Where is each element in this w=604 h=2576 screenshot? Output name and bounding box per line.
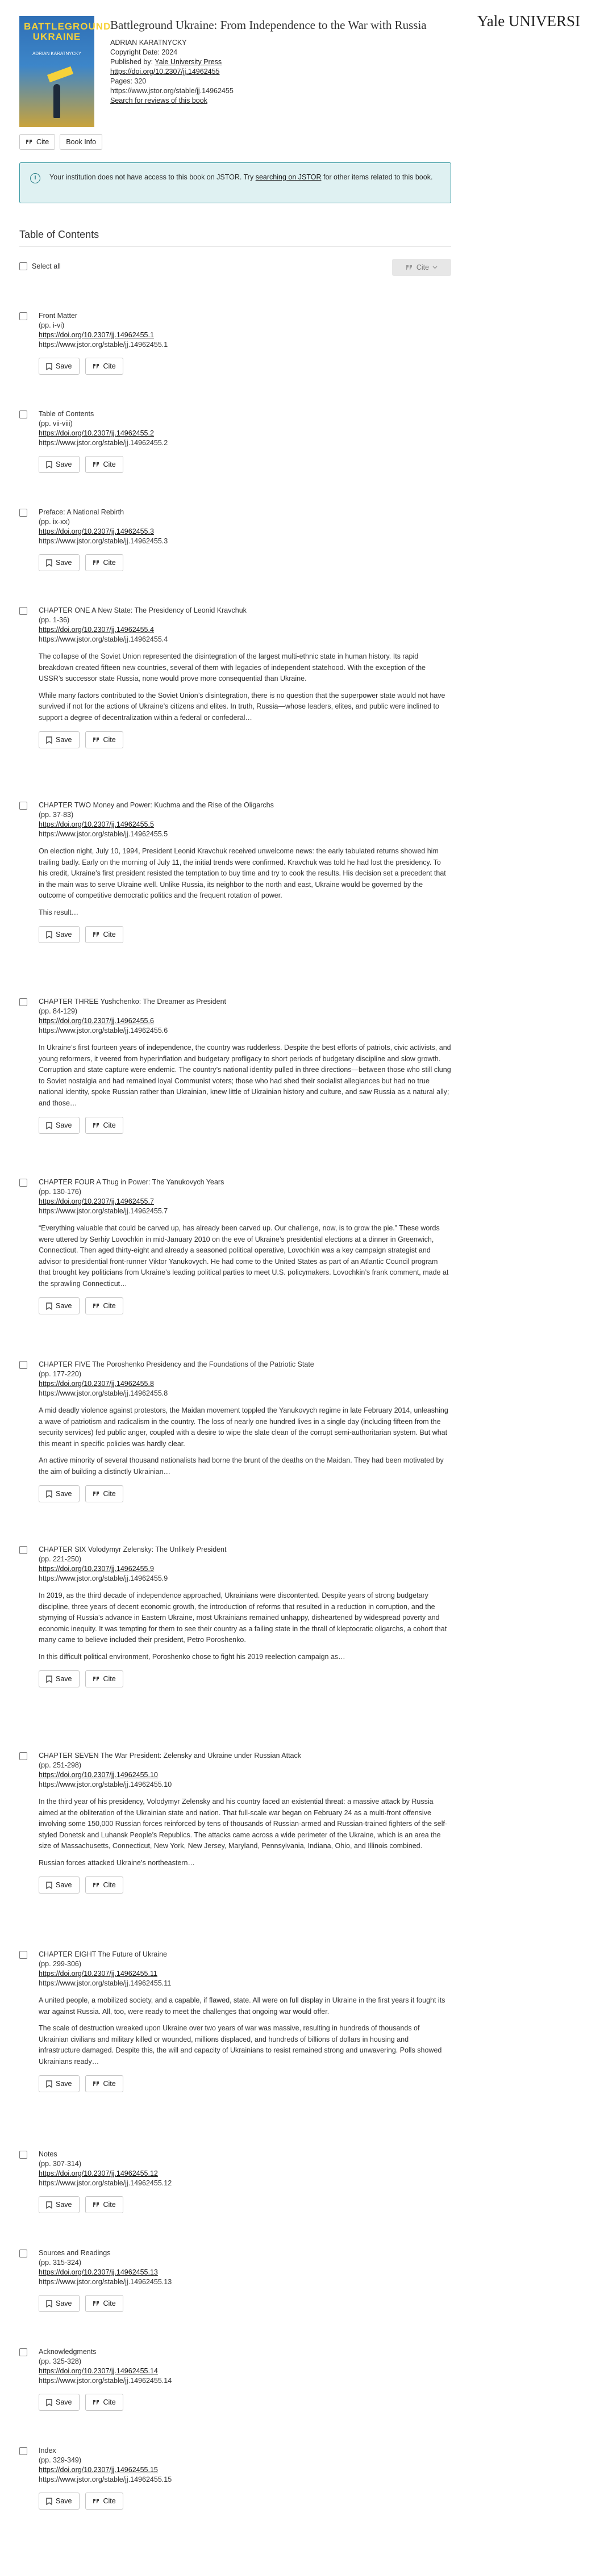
cite-label: Cite bbox=[103, 2497, 116, 2505]
save-button[interactable] bbox=[39, 731, 80, 748]
cite-label: Cite bbox=[103, 2299, 116, 2307]
toc-heading: Table of Contents bbox=[19, 229, 99, 240]
cite-icon bbox=[406, 265, 413, 271]
bookmark-icon bbox=[46, 1676, 52, 1683]
cite-button[interactable] bbox=[85, 1117, 123, 1134]
entry-stable-url: https://www.jstor.org/stable/jj.14962455.15 bbox=[39, 2476, 172, 2483]
chapter-abstract bbox=[39, 846, 451, 918]
publisher-line bbox=[110, 57, 463, 67]
cite-label: Cite bbox=[103, 1881, 116, 1889]
cite-icon bbox=[93, 1882, 100, 1888]
book-doi-link[interactable]: https://doi.org/10.2307/jj.14962455 bbox=[110, 68, 220, 76]
toc-entry bbox=[19, 2150, 451, 2213]
publisher-label: Published by: bbox=[110, 58, 155, 66]
entry-doi-link[interactable]: https://doi.org/10.2307/jj.14962455.2 bbox=[39, 429, 154, 437]
entry-checkbox[interactable] bbox=[19, 411, 27, 418]
entry-actions bbox=[39, 1670, 451, 1687]
save-label: Save bbox=[56, 1302, 72, 1310]
cite-icon bbox=[93, 2202, 100, 2208]
entry-title[interactable]: Preface: A National Rebirth bbox=[39, 508, 124, 516]
save-button[interactable] bbox=[39, 1485, 80, 1502]
save-label: Save bbox=[56, 736, 72, 744]
book-actions bbox=[19, 134, 102, 150]
cite-button[interactable] bbox=[85, 1876, 123, 1894]
entry-doi-link[interactable]: https://doi.org/10.2307/jj.14962455.3 bbox=[39, 527, 154, 535]
entry-doi-link[interactable]: https://doi.org/10.2307/jj.14962455.7 bbox=[39, 1197, 154, 1205]
abstract-paragraph: “Everything valuable that could be carved up, has already been carved up. Our challenge, now, is to grow the pie.” These words were uttered by Serhiy Lovochkin in mid-January 2010 on the eve of Ukraine’s presidential elections at a dinner in Greenwich, Connecticut. Then aged thirty-eight and already a seasoned political operative, Lovochkin was a key campaign strategist and advisor to presidential front-runner Viktor Yanukovych. He had come to the United States as part of an Atlantic Council program that brought key politicians from Ukraine’s leading political parties to meet U.S. policymakers. Lovochkin’s frank comment, made at the sprawling Connecticut… bbox=[39, 1224, 449, 1288]
cite-button[interactable] bbox=[85, 731, 123, 748]
chapter-abstract bbox=[39, 651, 451, 723]
entry-actions bbox=[39, 2394, 451, 2411]
cite-label: Cite bbox=[103, 1121, 116, 1129]
entry-checkbox[interactable] bbox=[19, 2250, 27, 2257]
book-title: Battleground Ukraine: From Independence to the War with Russia bbox=[110, 18, 427, 32]
notice-text-a: Your institution does not have access to this book on JSTOR. Try bbox=[49, 173, 256, 181]
entry-stable-url: https://www.jstor.org/stable/jj.14962455.13 bbox=[39, 2278, 172, 2286]
entry-actions bbox=[39, 554, 451, 571]
book-info-label: Book Info bbox=[66, 138, 97, 146]
entry-checkbox[interactable] bbox=[19, 2447, 27, 2455]
entry-checkbox[interactable] bbox=[19, 1752, 27, 1760]
abstract-paragraph: This result… bbox=[39, 908, 79, 916]
cover-title: BATTLEGROUND UKRAINE bbox=[24, 21, 111, 42]
entry-checkbox[interactable] bbox=[19, 1546, 27, 1554]
cite-label: Cite bbox=[103, 2080, 116, 2088]
cite-button[interactable] bbox=[85, 2075, 123, 2092]
cite-button[interactable] bbox=[85, 2394, 123, 2411]
entry-actions bbox=[39, 1117, 451, 1134]
toc-entry bbox=[19, 606, 451, 748]
abstract-paragraph: In Ukraine’s first fourteen years of independence, the country was rudderless. Despite the best efforts of patriots, civic activists, and young reformers, it veered from hyperinflation and budgetary profligacy to short periods of budgetary discipline and slow growth. Corruption and state capture were endemic. The country’s national identity pulled in three directions—between those who still clung to Soviet nostalgia and had remained loyal Communist voters; those who had shed their socialist allegiances but had no true national identity, spoke Russian rather than Ukrainian, knew little of Ukrainian history and culture, and saw Russia as a natural ally; and those… bbox=[39, 1044, 451, 1107]
entry-stable-url: https://www.jstor.org/stable/jj.14962455.6 bbox=[39, 1027, 168, 1034]
cite-label: Cite bbox=[103, 736, 116, 744]
toc-entry bbox=[19, 1178, 451, 1314]
bookmark-icon bbox=[46, 461, 52, 468]
entry-stable-url: https://www.jstor.org/stable/jj.14962455.4 bbox=[39, 635, 168, 643]
save-label: Save bbox=[56, 2497, 72, 2505]
cite-icon bbox=[93, 1122, 100, 1129]
entry-title[interactable]: CHAPTER FIVE The Poroshenko Presidency and the Foundations of the Patriotic State bbox=[39, 1360, 314, 1368]
yale-logo[interactable]: Yale UNIVERSI bbox=[477, 12, 581, 30]
toc-entry bbox=[19, 1545, 451, 1687]
entry-checkbox[interactable] bbox=[19, 2151, 27, 2159]
toc-entry bbox=[19, 997, 451, 1134]
entry-actions bbox=[39, 2075, 451, 2092]
entry-doi-link[interactable]: https://doi.org/10.2307/jj.14962455.1 bbox=[39, 331, 154, 339]
save-button[interactable] bbox=[39, 456, 80, 473]
save-label: Save bbox=[56, 931, 72, 939]
cite-book-button[interactable] bbox=[19, 134, 55, 150]
entry-doi-link[interactable]: https://doi.org/10.2307/jj.14962455.6 bbox=[39, 1017, 154, 1025]
save-button[interactable] bbox=[39, 358, 80, 375]
book-stable-url: https://www.jstor.org/stable/jj.14962455 bbox=[110, 87, 234, 95]
toc-entry bbox=[19, 801, 451, 943]
entry-checkbox[interactable] bbox=[19, 998, 27, 1006]
toc-entry bbox=[19, 1751, 451, 1894]
entry-doi-link[interactable]: https://doi.org/10.2307/jj.14962455.8 bbox=[39, 1380, 154, 1388]
toc-entry bbox=[19, 2347, 451, 2411]
book-meta bbox=[110, 18, 463, 106]
abstract-paragraph: While many factors contributed to the Soviet Union’s disintegration, there is no question that the superpower state would not have survived if not for the actions of Ukraine’s citizens and elites. In truth, Russia—whose leaders, elites, and public were inclined to support a degree of decentralization within a federal or confederal… bbox=[39, 691, 445, 722]
bookmark-icon bbox=[46, 2399, 52, 2406]
entry-checkbox[interactable] bbox=[19, 312, 27, 320]
entry-doi-link[interactable]: https://doi.org/10.2307/jj.14962455.13 bbox=[39, 2268, 158, 2276]
entry-actions bbox=[39, 1297, 451, 1314]
bookmark-icon bbox=[46, 363, 52, 370]
book-author: ADRIAN KARATNYCKY bbox=[110, 39, 187, 47]
access-notice bbox=[19, 162, 451, 203]
entry-pages: (pp. 177-220) bbox=[39, 1370, 82, 1378]
entry-stable-url: https://www.jstor.org/stable/jj.14962455.10 bbox=[39, 1781, 172, 1788]
entry-pages: (pp. 307-314) bbox=[39, 2160, 82, 2168]
entry-title[interactable]: Notes bbox=[39, 2150, 57, 2158]
save-button[interactable] bbox=[39, 2394, 80, 2411]
abstract-paragraph: The collapse of the Soviet Union represented the disintegration of the largest multi-ethnic state in human history. Its rapid breakdown created fifteen new countries, several of them with legacies of independent statehood. With the exception of the USSR’s successor state Russia, none would prove more consequential than Ukraine. bbox=[39, 652, 426, 682]
entry-stable-url: https://www.jstor.org/stable/jj.14962455.1 bbox=[39, 341, 168, 349]
cite-button[interactable] bbox=[85, 2196, 123, 2213]
save-label: Save bbox=[56, 2398, 72, 2406]
bookmark-icon bbox=[46, 2080, 52, 2088]
bookmark-icon bbox=[46, 1882, 52, 1889]
bookmark-icon bbox=[46, 559, 52, 567]
entry-actions bbox=[39, 2493, 451, 2510]
abstract-paragraph: In 2019, as the third decade of independence approached, Ukrainians were discontented. Despite years of strong budgetary discipline, three years of decent economic growth, the introduction of reforms that resulted in a reduction in corruption, and the stymying of Russia’s advance in Eastern Ukraine, most Ukrainians remained unhappy, disheartened by widespread poverty and economic inequity. It was tempting for them to see their country as a failing state in the thrall of kleptocratic oligarchs, a cohort that many came to believe included their president, Petro Poroshenko. bbox=[39, 1591, 447, 1644]
cite-icon bbox=[93, 737, 100, 743]
abstract-paragraph: An active minority of several thousand nationalists had borne the brunt of the deaths on the Maidan. They had been motivated by the aim of building a distinctly Ukrainian… bbox=[39, 1456, 444, 1476]
toc-entry bbox=[19, 2248, 451, 2312]
cover-figure-shape bbox=[53, 84, 60, 118]
abstract-paragraph: On election night, July 10, 1994, President Leonid Kravchuk received unwelcome news: the early tabulated returns showed him trailing badly. Early on the morning of July 11, the initial trends were confirmed. Kravchuk was told he had lost the presidency. To his credit, Ukraine’s first president resisted the temptation to buy time and try to cook the results. His decision set a precedent that in the main was to serve Ukraine well. Unlike Russia, its neighbor to the north and east, Ukraine would be governed by the outcome of competitive democratic politics and the frequent rotation of power. bbox=[39, 847, 446, 899]
entry-pages: (pp. i-vi) bbox=[39, 321, 65, 329]
save-button[interactable] bbox=[39, 1297, 80, 1314]
cite-button[interactable] bbox=[85, 554, 123, 571]
entry-actions bbox=[39, 1876, 451, 1894]
copyright-date: Copyright Date: 2024 bbox=[110, 48, 178, 56]
entry-actions bbox=[39, 456, 451, 473]
entry-pages: (pp. 299-306) bbox=[39, 1960, 82, 1968]
cite-label: Cite bbox=[103, 460, 116, 468]
cite-icon bbox=[93, 1303, 100, 1309]
cite-icon bbox=[93, 932, 100, 938]
cite-label: Cite bbox=[103, 362, 116, 370]
toc-entry bbox=[19, 1360, 451, 1502]
entry-title[interactable]: CHAPTER SIX Volodymyr Zelensky: The Unlikely President bbox=[39, 1545, 227, 1553]
search-jstor-link[interactable]: searching on JSTOR bbox=[255, 173, 322, 181]
entry-title[interactable]: CHAPTER FOUR A Thug in Power: The Yanukovych Years bbox=[39, 1178, 224, 1186]
entry-actions bbox=[39, 2196, 451, 2213]
entry-checkbox[interactable] bbox=[19, 802, 27, 810]
cite-icon bbox=[26, 139, 33, 145]
entry-stable-url: https://www.jstor.org/stable/jj.14962455.2 bbox=[39, 439, 168, 447]
abstract-paragraph: In the third year of his presidency, Volodymyr Zelensky and his country faced an existential threat: a massive attack by Russia aimed at the obliteration of the Ukrainian state and nation. That full-scale war began on February 24 as a multi-front offensive involving some 150,000 Russian forces reinforced by tens of thousands of Russian-armed and Russian-trained fighters of the self-styled Donetsk and Luhansk People’s Republics. The attacks came across a wide perimeter of the Ukraine, which is an area the size of Massachusetts, Connecticut, New York, New Jersey, Maryland, Pennsylvania, Indiana, Ohio, and Illinois combined. bbox=[39, 1798, 448, 1850]
entry-title[interactable]: Index bbox=[39, 2447, 56, 2454]
cite-label: Cite bbox=[103, 1302, 116, 1310]
cite-label: Cite bbox=[103, 2201, 116, 2209]
entry-title[interactable]: CHAPTER TWO Money and Power: Kuchma and the Rise of the Oligarchs bbox=[39, 801, 274, 809]
save-button[interactable] bbox=[39, 1876, 80, 1894]
entry-title[interactable]: Table of Contents bbox=[39, 410, 94, 418]
chapter-abstract bbox=[39, 1796, 451, 1869]
cite-icon bbox=[93, 363, 100, 370]
book-info-button[interactable] bbox=[60, 134, 102, 150]
abstract-paragraph: A mid deadly violence against protestors, the Maidan movement toppled the Yanukovych regime in late February 2014, unleashing a wave of patriotism and radicalism in the country. The loss of nearly one hundred lives in a single day (including fifteen from the security services) fed public anger, coupled with a desire to wipe the slate clean of the corrupt semi-authoritarian system. But what this meant in specific policies was hardly clear. bbox=[39, 1406, 448, 1448]
save-label: Save bbox=[56, 559, 72, 567]
cite-selected-dropdown[interactable] bbox=[392, 259, 451, 276]
save-button[interactable] bbox=[39, 926, 80, 943]
toc-entry bbox=[19, 2446, 451, 2510]
abstract-paragraph: The scale of destruction wreaked upon Ukraine over two years of war was massive, resulting in hundreds of thousands of Ukrainian civilians and military killed or wounded, millions displaced, and hundreds of billions of dollars in housing and infrastructure damaged. Despite this, the will and capacity of Ukrainians to resist remained strong and unwavering. Polls showed Ukrainians ready… bbox=[39, 2024, 442, 2066]
entry-checkbox[interactable] bbox=[19, 1179, 27, 1187]
bookmark-icon bbox=[46, 2498, 52, 2505]
cite-icon bbox=[93, 2498, 100, 2504]
search-reviews-link[interactable]: Search for reviews of this book bbox=[110, 97, 207, 104]
page-count: Pages: 320 bbox=[110, 77, 147, 85]
cite-label: Cite bbox=[103, 931, 116, 939]
cite-book-label: Cite bbox=[36, 138, 49, 146]
abstract-paragraph: Russian forces attacked Ukraine’s northeastern… bbox=[39, 1858, 195, 1867]
entry-title[interactable]: CHAPTER ONE A New State: The Presidency of Leonid Kravchuk bbox=[39, 606, 247, 614]
entry-pages: (pp. vii-viii) bbox=[39, 420, 73, 428]
bookmark-icon bbox=[46, 2300, 52, 2307]
bookmark-icon bbox=[46, 1302, 52, 1310]
entry-stable-url: https://www.jstor.org/stable/jj.14962455.5 bbox=[39, 830, 168, 838]
toc-entry bbox=[19, 409, 451, 473]
entry-pages: (pp. ix-xx) bbox=[39, 518, 70, 526]
chapter-abstract bbox=[39, 1405, 451, 1477]
cite-icon bbox=[93, 560, 100, 566]
save-label: Save bbox=[56, 1675, 72, 1683]
entry-stable-url: https://www.jstor.org/stable/jj.14962455.11 bbox=[39, 1979, 172, 1987]
cite-button[interactable] bbox=[85, 1670, 123, 1687]
cite-button[interactable] bbox=[85, 1485, 123, 1502]
book-header bbox=[19, 16, 463, 135]
save-button[interactable] bbox=[39, 2196, 80, 2213]
save-label: Save bbox=[56, 2201, 72, 2209]
book-cover-image[interactable] bbox=[19, 16, 111, 127]
entry-pages: (pp. 221-250) bbox=[39, 1555, 82, 1563]
save-label: Save bbox=[56, 1490, 72, 1498]
entry-stable-url: https://www.jstor.org/stable/jj.14962455.12 bbox=[39, 2179, 172, 2187]
chapter-abstract bbox=[39, 1042, 451, 1109]
cite-button[interactable] bbox=[85, 456, 123, 473]
entry-title[interactable]: Acknowledgments bbox=[39, 2348, 97, 2356]
save-button[interactable] bbox=[39, 2493, 80, 2510]
cite-button[interactable] bbox=[85, 2295, 123, 2312]
entry-stable-url: https://www.jstor.org/stable/jj.14962455.8 bbox=[39, 1389, 168, 1397]
cite-icon bbox=[93, 462, 100, 468]
bookmark-icon bbox=[46, 931, 52, 939]
save-button[interactable] bbox=[39, 1670, 80, 1687]
cite-button[interactable] bbox=[85, 358, 123, 375]
entry-actions bbox=[39, 358, 451, 375]
entry-pages: (pp. 329-349) bbox=[39, 2456, 82, 2464]
toc-divider bbox=[19, 246, 451, 247]
publisher-link[interactable]: Yale University Press bbox=[155, 58, 222, 66]
entry-pages: (pp. 84-129) bbox=[39, 1007, 78, 1015]
bookmark-icon bbox=[46, 1490, 52, 1498]
entry-pages: (pp. 325-328) bbox=[39, 2357, 82, 2365]
entry-actions bbox=[39, 2295, 451, 2312]
entry-doi-link[interactable]: https://doi.org/10.2307/jj.14962455.4 bbox=[39, 626, 154, 634]
info-icon: i bbox=[30, 173, 40, 183]
save-button[interactable] bbox=[39, 554, 80, 571]
entry-actions bbox=[39, 1485, 451, 1502]
toc-entry bbox=[19, 1950, 451, 2092]
cite-icon bbox=[93, 2301, 100, 2307]
chevron-down-icon bbox=[432, 266, 438, 269]
save-label: Save bbox=[56, 2080, 72, 2088]
toc-entry bbox=[19, 311, 451, 375]
entry-checkbox[interactable] bbox=[19, 1951, 27, 1959]
save-label: Save bbox=[56, 2299, 72, 2307]
entry-title[interactable]: CHAPTER EIGHT The Future of Ukraine bbox=[39, 1950, 168, 1958]
select-all-label: Select all bbox=[32, 262, 61, 270]
save-label: Save bbox=[56, 362, 72, 370]
entry-doi-link[interactable]: https://doi.org/10.2307/jj.14962455.12 bbox=[39, 2169, 158, 2177]
entry-doi-link[interactable]: https://doi.org/10.2307/jj.14962455.5 bbox=[39, 820, 154, 828]
abstract-paragraph: A united people, a mobilized society, and a capable, if flawed, state. All were on full display in Ukraine in the first years it fought its war against Russia. All, too, were ready to meet the challenges that ongoing war would offer. bbox=[39, 1996, 445, 2016]
cover-author: ADRIAN KARATNYCKY bbox=[32, 51, 82, 56]
save-button[interactable] bbox=[39, 2075, 80, 2092]
cite-icon bbox=[93, 1491, 100, 1497]
entry-title[interactable]: Sources and Readings bbox=[39, 2249, 111, 2257]
entry-stable-url: https://www.jstor.org/stable/jj.14962455.14 bbox=[39, 2377, 172, 2385]
cite-label: Cite bbox=[103, 559, 116, 567]
save-label: Save bbox=[56, 1881, 72, 1889]
entry-title[interactable]: Front Matter bbox=[39, 312, 78, 320]
notice-text-b: for other items related to this book. bbox=[321, 173, 433, 181]
bookmark-icon bbox=[46, 1122, 52, 1129]
cite-button[interactable] bbox=[85, 2493, 123, 2510]
entry-stable-url: https://www.jstor.org/stable/jj.14962455.3 bbox=[39, 537, 168, 545]
entry-pages: (pp. 251-298) bbox=[39, 1761, 82, 1769]
cite-label: Cite bbox=[103, 1490, 116, 1498]
entry-doi-link[interactable]: https://doi.org/10.2307/jj.14962455.15 bbox=[39, 2466, 158, 2474]
cite-button[interactable] bbox=[85, 1297, 123, 1314]
entry-actions bbox=[39, 731, 451, 748]
entry-doi-link[interactable]: https://doi.org/10.2307/jj.14962455.11 bbox=[39, 1970, 157, 1978]
bookmark-icon bbox=[46, 736, 52, 744]
entry-title[interactable]: CHAPTER SEVEN The War President: Zelensky and Ukraine under Russian Attack bbox=[39, 1752, 301, 1760]
entry-stable-url: https://www.jstor.org/stable/jj.14962455.7 bbox=[39, 1207, 168, 1215]
cite-dropdown-label: Cite bbox=[416, 263, 430, 271]
cite-icon bbox=[93, 1676, 100, 1682]
cite-icon bbox=[93, 2399, 100, 2406]
entry-pages: (pp. 315-324) bbox=[39, 2259, 82, 2267]
abstract-paragraph: In this difficult political environment, Poroshenko chose to fight his 2019 reelection campaign as… bbox=[39, 1652, 345, 1661]
entry-checkbox[interactable] bbox=[19, 509, 27, 517]
select-all-checkbox[interactable] bbox=[19, 262, 27, 270]
toc-entry bbox=[19, 508, 451, 571]
save-button[interactable] bbox=[39, 1117, 80, 1134]
entry-pages: (pp. 37-83) bbox=[39, 811, 74, 819]
entry-doi-link[interactable]: https://doi.org/10.2307/jj.14962455.10 bbox=[39, 1771, 158, 1779]
entry-checkbox[interactable] bbox=[19, 607, 27, 615]
cite-label: Cite bbox=[103, 1675, 116, 1683]
entry-checkbox[interactable] bbox=[19, 1361, 27, 1369]
chapter-abstract bbox=[39, 1995, 451, 2067]
entry-pages: (pp. 1-36) bbox=[39, 616, 70, 624]
select-all[interactable] bbox=[19, 262, 61, 270]
save-button[interactable] bbox=[39, 2295, 80, 2312]
entry-checkbox[interactable] bbox=[19, 2348, 27, 2356]
entry-doi-link[interactable]: https://doi.org/10.2307/jj.14962455.9 bbox=[39, 1565, 154, 1573]
entry-title[interactable]: CHAPTER THREE Yushchenko: The Dreamer as President bbox=[39, 998, 227, 1006]
entry-stable-url: https://www.jstor.org/stable/jj.14962455.9 bbox=[39, 1574, 168, 1582]
chapter-abstract bbox=[39, 1223, 451, 1289]
cite-icon bbox=[93, 2081, 100, 2087]
bookmark-icon bbox=[46, 2201, 52, 2209]
save-label: Save bbox=[56, 460, 72, 468]
entry-pages: (pp. 130-176) bbox=[39, 1188, 82, 1196]
cover-flag-shape bbox=[47, 66, 73, 82]
entry-doi-link[interactable]: https://doi.org/10.2307/jj.14962455.14 bbox=[39, 2367, 158, 2375]
chapter-abstract bbox=[39, 1590, 451, 1662]
cite-button[interactable] bbox=[85, 926, 123, 943]
cite-label: Cite bbox=[103, 2398, 116, 2406]
entry-actions bbox=[39, 926, 451, 943]
save-label: Save bbox=[56, 1121, 72, 1129]
